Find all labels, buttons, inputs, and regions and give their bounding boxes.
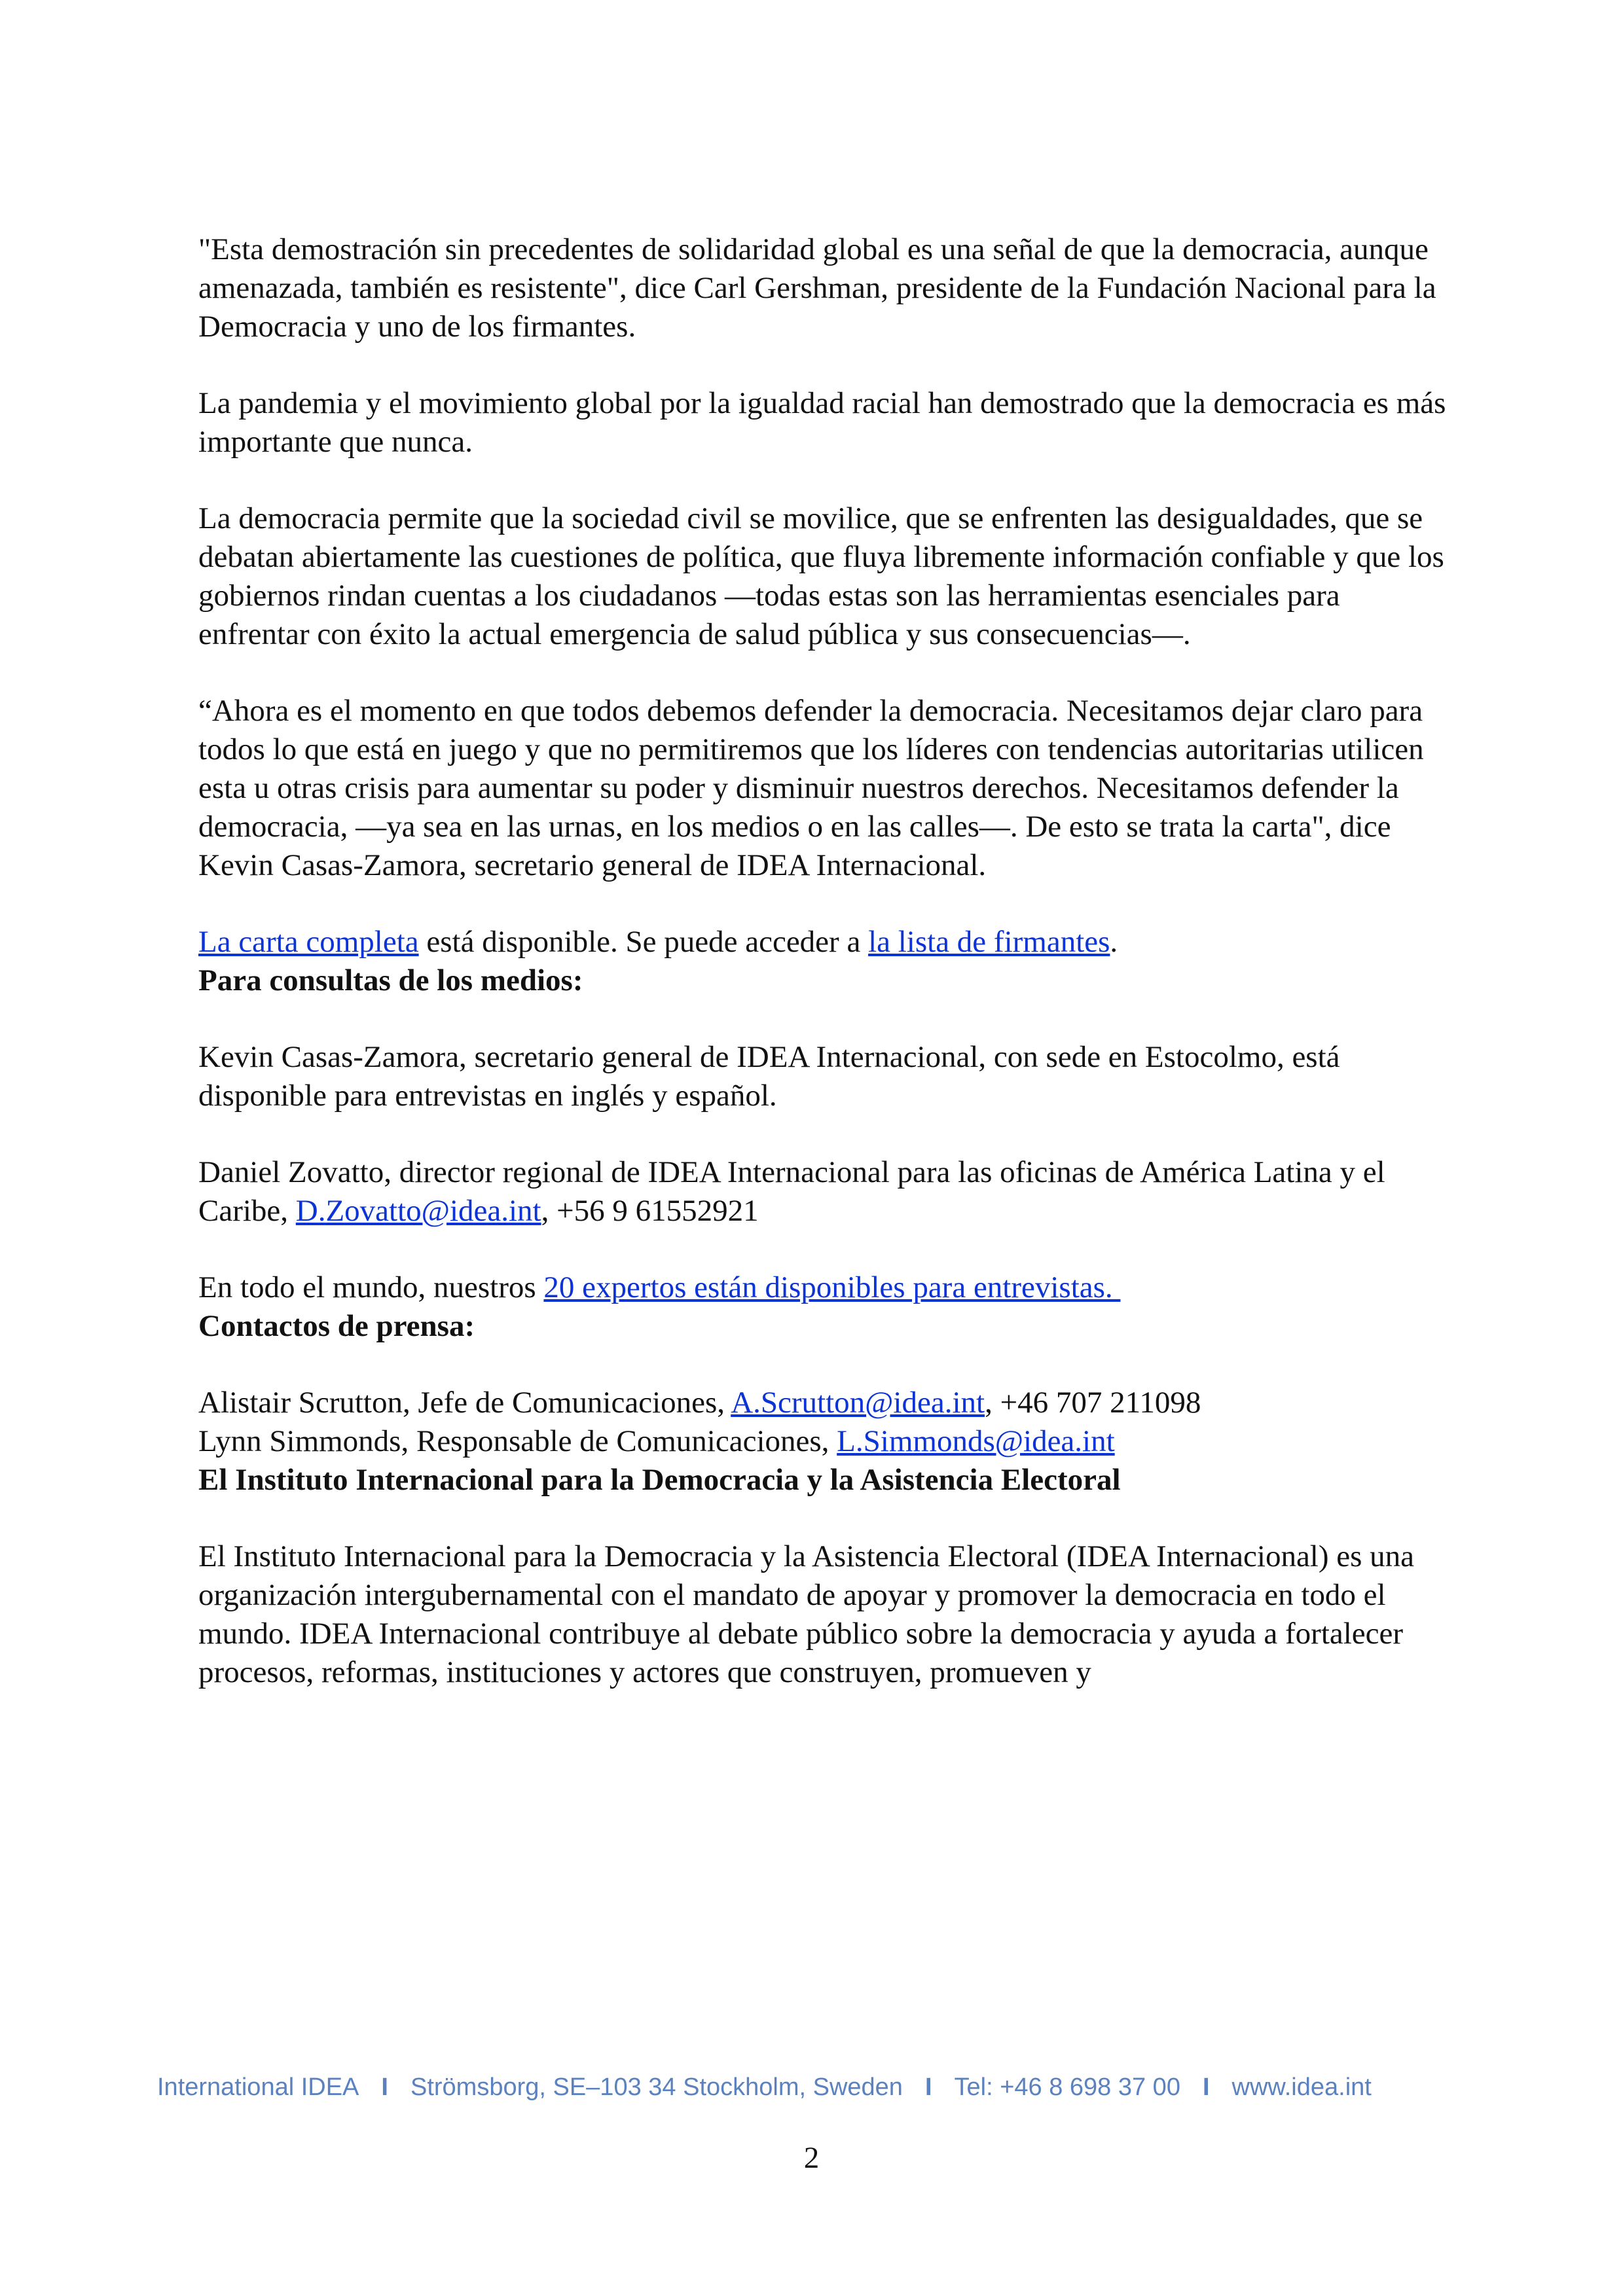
letter-availability-line: [198, 923, 1455, 961]
document-body: [198, 230, 1455, 1692]
footer-address: Strömsborg, SE–103 34 Stockholm, Sweden: [410, 2073, 903, 2101]
lynn-text: Lynn Simmonds, Responsable de Comunicaciones,: [198, 1424, 837, 1458]
press-contacts-heading: Contactos de prensa:: [198, 1309, 475, 1343]
alistair-email-link[interactable]: A.Scrutton@idea.int: [731, 1386, 985, 1420]
media-daniel-paragraph: [198, 1153, 1455, 1230]
institute-paragraph: El Instituto Internacional para la Democracia y la Asistencia Electoral (IDEA Internacional) es una organización intergubernamental con el mandato de apoyar y promover la democracia en todo el mundo. IDEA Internacional contribuye al debate público sobre la democracia y ayuda a fortalecer procesos, reformas, instituciones y actores que construyen, promueven y: [198, 1539, 1415, 1689]
experts-paragraph: [198, 1268, 1455, 1307]
full-letter-link[interactable]: La carta completa: [198, 925, 419, 959]
experts-text: En todo el mundo, nuestros: [198, 1270, 544, 1304]
democracy-paragraph: La democracia permite que la sociedad civil se movilice, que se enfrenten las desigualdades, que se debatan abiertamente las cuestiones de política, que fluya libremente información confiable y que los gobiernos rindan cuentas a los ciudadanos —todas estas son las herramientas esenciales para enfrentar con éxito la actual emergencia de salud pública y sus consecuencias—.: [198, 501, 1444, 651]
footer-org: International IDEA: [157, 2073, 359, 2101]
press-contacts-block: [198, 1384, 1455, 1461]
quote-paragraph-casas-zamora: “Ahora es el momento en que todos debemos defender la democracia. Necesitamos dejar claro para todos lo que está en juego y que no permitiremos que los líderes con tendencias autoritarias utilicen esta u otras crisis para aumentar su poder y disminuir nuestros derechos. Necesitamos defender la democracia, —ya sea en las urnas, en los medios o en las calles—. De esto se trata la carta", dice Kevin Casas-Zamora, secretario general de IDEA Internacional.: [198, 694, 1424, 882]
daniel-text: Daniel Zovatto, director regional de IDEA Internacional para las oficinas de América Latina y el Caribe,: [198, 1155, 1385, 1228]
letter-line-middle-text: está disponible. Se puede acceder a: [418, 925, 869, 959]
footer-separator: I: [1202, 2073, 1210, 2101]
media-inquiries-heading: Para consultas de los medios:: [198, 963, 583, 997]
pandemic-paragraph: La pandemia y el movimiento global por la igualdad racial han demostrado que la democracia es más importante que nunca.: [198, 386, 1446, 459]
footer-separator: I: [924, 2073, 932, 2101]
experts-link[interactable]: 20 expertos están disponibles para entrevistas.: [543, 1270, 1121, 1304]
quote-paragraph-gershman: "Esta demostración sin precedentes de solidaridad global es una señal de que la democracia, aunque amenazada, también es resistente", dice Carl Gershman, presidente de la Fundación Nacional para la Democracia y uno de los firmantes.: [198, 232, 1436, 344]
lynn-email-link[interactable]: L.Simmonds@idea.int: [837, 1424, 1115, 1458]
institute-heading: El Instituto Internacional para la Democracia y la Asistencia Electoral: [198, 1463, 1121, 1497]
footer-separator: I: [381, 2073, 388, 2101]
media-kevin-paragraph: Kevin Casas-Zamora, secretario general de IDEA Internacional, con sede en Estocolmo, está disponible para entrevistas en inglés y español.: [198, 1040, 1340, 1113]
daniel-phone-text: , +56 9 61552921: [541, 1194, 759, 1228]
alistair-text: Alistair Scrutton, Jefe de Comunicaciones,: [198, 1386, 731, 1420]
signatories-list-link[interactable]: la lista de firmantes: [868, 925, 1110, 959]
letter-line-end-text: .: [1110, 925, 1118, 959]
alistair-phone-text: , +46 707 211098: [985, 1386, 1201, 1420]
page-number: 2: [803, 2141, 820, 2175]
footer-web: www.idea.int: [1231, 2073, 1372, 2101]
page-footer: [157, 2071, 1467, 2104]
footer-tel: Tel: +46 8 698 37 00: [954, 2073, 1180, 2101]
daniel-email-link[interactable]: D.Zovatto@idea.int: [295, 1194, 541, 1228]
